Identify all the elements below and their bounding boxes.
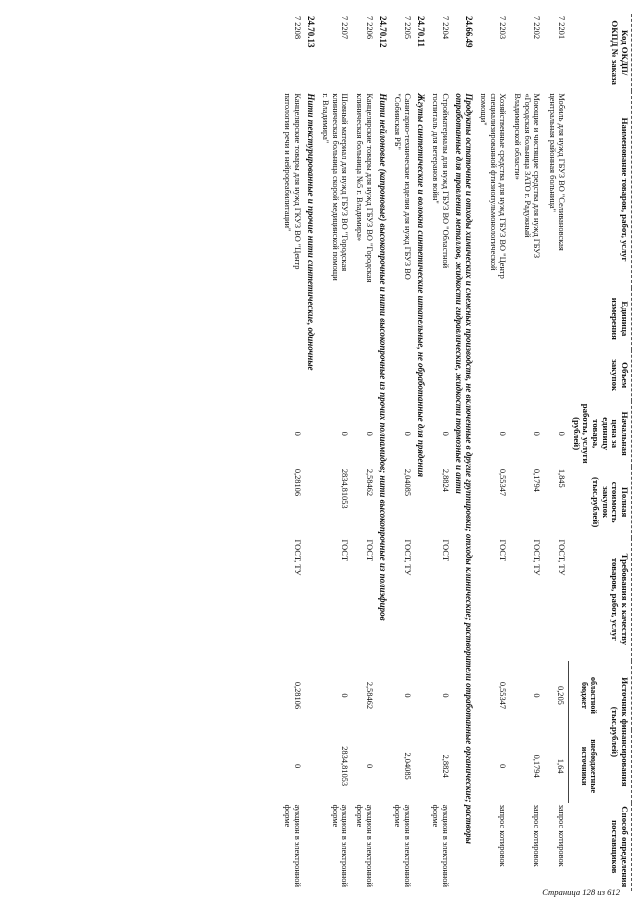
unit-cell xyxy=(318,288,352,350)
item-name: Санитарно-технические изделия для нужд ГБУЗ ВО "Собинская РБ" xyxy=(393,93,412,280)
header-code: Код ОКДП/ ОКПД № заказа xyxy=(569,14,632,91)
unit-cell xyxy=(352,288,377,350)
header-method: Способ определения поставщиков xyxy=(569,803,632,891)
funding-regional: 0 xyxy=(402,693,412,698)
start-price: 0 xyxy=(364,431,374,436)
start-price: 0 xyxy=(339,431,349,436)
requirements: ГОСТ, ТУ xyxy=(292,539,302,576)
unit-cell xyxy=(510,288,544,350)
funding-extra: 2834,81053 xyxy=(339,746,349,786)
funding-regional: 0 xyxy=(532,693,542,698)
item-name: Хозяйственные средства для нужд ГБУЗ ВО "Центр специализированной фтизиопульмонологической помощи" xyxy=(479,93,507,279)
group-row xyxy=(305,14,318,891)
order-number: 7 2207 xyxy=(339,16,349,40)
funding-extra: 2,04085 xyxy=(402,752,412,780)
header-start-price: Начальная цена за единицу товара, работы, услуги (рублей) xyxy=(569,401,632,467)
group-code: 24.70.12 xyxy=(377,16,388,48)
procurement-table xyxy=(280,14,632,891)
header-name: Наименование товаров, работ, услуг xyxy=(569,91,632,288)
total-cost: 0,1794 xyxy=(532,468,542,492)
start-price: 0 xyxy=(402,431,412,436)
volume-cell xyxy=(544,350,569,401)
start-price: 0 xyxy=(440,431,450,436)
table-row xyxy=(428,14,453,891)
funding-regional: 0,205 xyxy=(556,686,566,705)
procurement-method: аукцион в электронной форме xyxy=(431,804,450,887)
order-number: 7 2201 xyxy=(556,16,566,40)
table-row xyxy=(280,14,305,891)
requirements: ГОСТ xyxy=(364,539,374,561)
group-title: Продукты остаточные и отходы химических и смежных производств, не включенные в другие группировки; отходы клинические; растворители отработанные органические; растворы отработанные для травления металлов, жидкости гидравлические, жидкости тормозные и анти xyxy=(453,93,474,844)
volume-cell xyxy=(428,350,453,401)
start-price: 0 xyxy=(292,431,302,436)
procurement-method: запрос котировок xyxy=(556,804,566,867)
total-cost: 1,845 xyxy=(556,468,566,488)
order-number: 7 2205 xyxy=(402,16,412,40)
item-name: Моющие и чистящие средства для нужд ГБУЗ «Городская больница ЗАТО г. Радужный Владимирской области» xyxy=(513,93,542,259)
volume-cell xyxy=(318,350,352,401)
group-row xyxy=(377,14,390,891)
requirements: ГОСТ, ТУ xyxy=(556,539,566,576)
group-row xyxy=(415,14,428,891)
volume-cell xyxy=(352,350,377,401)
unit-cell xyxy=(280,288,305,350)
funding-extra: 2,8824 xyxy=(440,754,450,778)
total-cost: 0,55347 xyxy=(497,468,507,497)
header-volume: Объем закупок xyxy=(569,350,632,401)
funding-regional: 0 xyxy=(440,693,450,698)
unit-cell xyxy=(476,288,510,350)
group-code: 24.70.11 xyxy=(415,16,426,48)
header-unit: Единица измерения xyxy=(569,288,632,350)
table-body xyxy=(280,14,569,891)
table-row xyxy=(544,14,569,891)
order-number: 7 2202 xyxy=(532,16,542,40)
table-row xyxy=(390,14,415,891)
requirements: ГОСТ xyxy=(339,539,349,561)
funding-extra: 0 xyxy=(364,764,374,769)
funding-extra: 0,1794 xyxy=(532,754,542,778)
header-funding-extra: внебюджетные источники xyxy=(569,730,599,803)
requirements: ГОСТ xyxy=(497,539,507,561)
requirements: ГОСТ, ТУ xyxy=(532,539,542,576)
total-cost: 2,8824 xyxy=(440,468,450,492)
group-title: Нити текстурированные и прочие нити синтетические, одиночные xyxy=(305,93,316,371)
total-cost: 2,04085 xyxy=(402,468,412,497)
order-number: 7 2204 xyxy=(440,16,450,40)
table-row xyxy=(352,14,377,891)
funding-extra: 0 xyxy=(497,764,507,769)
total-cost: 2834,81053 xyxy=(339,468,349,509)
header-requirements: Требования к качеству товаров, работ, услуг xyxy=(569,538,632,662)
header-funding: Источник финансирования (тыс.рублей) xyxy=(599,661,631,802)
table-row xyxy=(476,14,510,891)
funding-extra: 0 xyxy=(292,764,302,769)
item-name: Канцелярские товары для нужд ГКУЗ ВО "Центр патологии речи и нейрореабилитации" xyxy=(283,93,302,270)
start-price: 0 xyxy=(556,431,566,436)
start-price: 0 xyxy=(497,431,507,436)
funding-extra: 1,64 xyxy=(556,758,566,774)
order-number: 7 2206 xyxy=(364,16,374,40)
funding-regional: 2,58462 xyxy=(364,681,374,710)
unit-cell xyxy=(428,288,453,350)
total-cost: 2,58462 xyxy=(364,468,374,497)
funding-regional: 0,28106 xyxy=(292,681,302,710)
header-funding-regional: областной бюджет xyxy=(569,661,599,729)
item-name: Мобиль для нужд ГБУЗ ВО "Селивановская центральная районная больница" xyxy=(547,93,566,251)
group-title: Жгуты синтетические и волокна синтетические штапельные, не обработанные для прядения xyxy=(415,93,426,477)
item-name: Стройматериалы для нужд ГБУЗ ВО "Областной госпиталь для ветеранов войн" xyxy=(431,93,450,269)
group-code: 24.70.13 xyxy=(305,16,316,48)
table-row xyxy=(510,14,544,891)
volume-cell xyxy=(510,350,544,401)
table-row xyxy=(318,14,352,891)
procurement-method: запрос котировок xyxy=(532,804,542,867)
procurement-method: запрос котировок xyxy=(497,804,507,867)
total-cost: 0,28106 xyxy=(292,468,302,497)
volume-cell xyxy=(390,350,415,401)
volume-cell xyxy=(476,350,510,401)
order-number: 7 2203 xyxy=(497,16,507,40)
item-name: Шовный материал для нужд ГБУЗ ВО "Городская клиническая больница скорой медицинской помощи г. Владимира" xyxy=(321,93,349,281)
funding-regional: 0 xyxy=(339,693,349,698)
volume-cell xyxy=(280,350,305,401)
start-price: 0 xyxy=(532,431,542,436)
unit-cell xyxy=(544,288,569,350)
group-title: Нити нейлоновые (капроновые) высокопрочные и нити высокопрочные из прочих полиамидов; нити высокопрочные из полиэфиров xyxy=(377,93,388,621)
procurement-method: аукцион в электронной форме xyxy=(393,804,412,887)
table-header xyxy=(569,14,632,891)
item-name: Канцелярские товары для нужд ГБУЗ ВО "Городская клиническая больница №5 г. Владимира» xyxy=(355,93,374,283)
header-total-cost: Полная стоимость закупок (тыс.рублей) xyxy=(569,467,632,538)
group-code: 24.66.49 xyxy=(463,16,474,48)
page-number: Страница 128 из 612 xyxy=(542,887,620,897)
funding-regional: 0,55347 xyxy=(497,681,507,710)
requirements: ГОСТ, ТУ xyxy=(402,539,412,576)
requirements: ГОСТ xyxy=(440,539,450,561)
unit-cell xyxy=(390,288,415,350)
procurement-method: аукцион в электронной форме xyxy=(330,804,349,887)
group-row xyxy=(453,14,476,891)
procurement-method: аукцион в электронной форме xyxy=(283,804,302,887)
order-number: 7 2208 xyxy=(292,16,302,40)
procurement-method: аукцион в электронной форме xyxy=(355,804,374,887)
